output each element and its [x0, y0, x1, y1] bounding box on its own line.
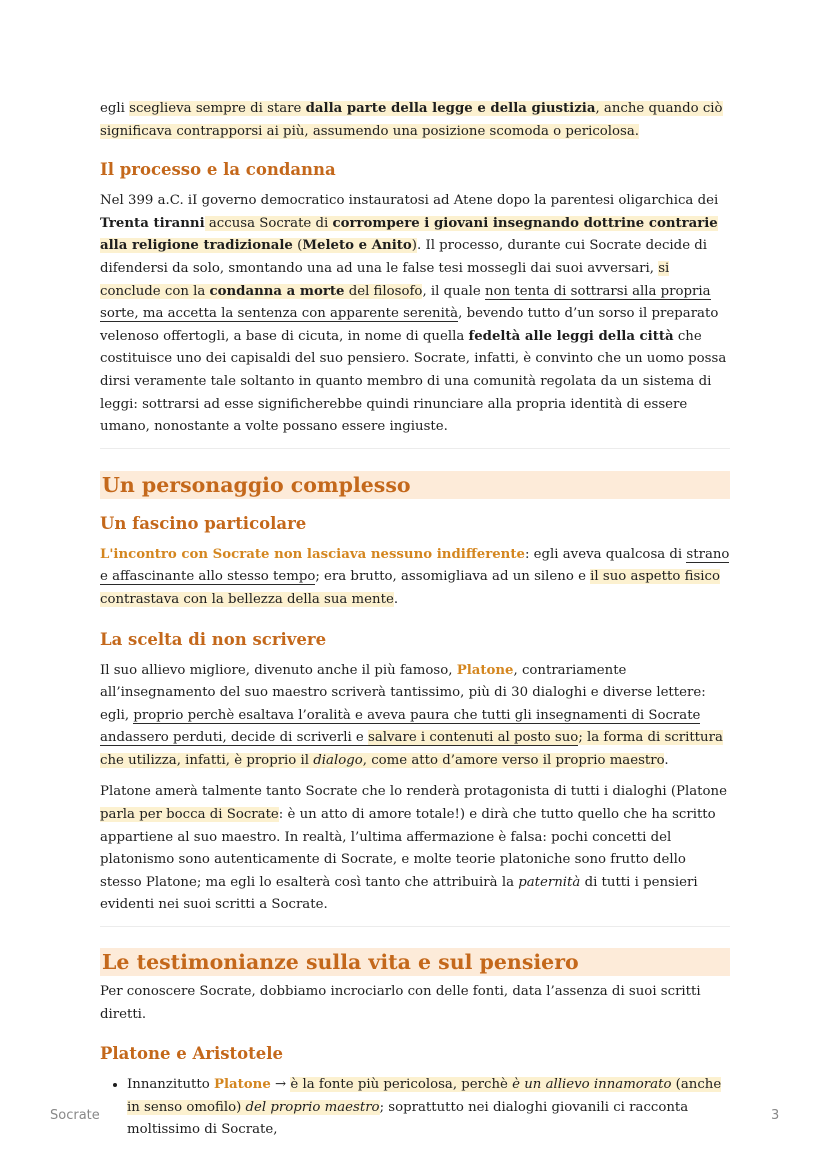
- sources-list: [100, 1074, 730, 1142]
- underline: proprio perchè esaltava l’oralità e aveva paura che tutti gli insegnamenti di Socrate andassero perduti, decide di scriverli e salvare i contenuti al posto suo: [100, 707, 701, 746]
- heading-personaggio: Un personaggio complesso: [100, 471, 730, 499]
- highlight: parla per bocca di Socrate: [100, 807, 279, 823]
- underline: non tenta di sottrarsi alla propria sorte, ma accetta la sentenza con apparente serenità: [100, 283, 711, 322]
- paragraph-processo: Nel 399 a.C. iI governo democratico instauratosi ad Atene dopo la parentesi oligarchica dei Trenta tiranni accusa Socrate di corrompere i giovani insegnando dottrine contrarie alla religione tradizionale (Meleto e Anito). Il processo, durante cui Socrate decide di difendersi da solo, smontando una ad una le false tesi mossegli dai suoi avversari, si conclude con la condanna a morte del filosofo, il quale non tenta di sottrarsi alla propria sorte, ma accetta la sentenza con apparente serenità, bevendo tutto d’un sorso il preparato velenoso offertogli, a base di cicuta, in nome di quella fedeltà alle leggi della città che costituisce uno dei capisaldi del suo pensiero. Socrate, infatti, è convinto che un uomo possa dirsi veramente tale soltanto in quanto membro di una comunità regolata da un sistema di leggi: sottrarsi ad esse significherebbe quindi rinunciare alla propria identità di essere umano, nonostante a volte possano essere ingiuste.: [100, 193, 727, 435]
- highlight: è la fonte più pericolosa, perchè è un allievo innamorato (anche in senso omofilo) del proprio maestro: [127, 1077, 722, 1115]
- divider: [100, 926, 730, 927]
- heading-platone-aristotele: Platone e Aristotele: [100, 1044, 284, 1064]
- paragraph-scelta: Il suo allievo migliore, divenuto anche il più famoso, Platone, contrariamente all’insegnamento del suo maestro scriverà tantissimo, più di 30 dialoghi e diverse lettere: egli, proprio perchè esaltava l’oralità e aveva paura che tutti gli insegnamenti di Socrate andassero perduti, decide di scriverli e salvare i contenuti al posto suo; la forma di scrittura che utilizza, infatti, è proprio il dialogo, come atto d’amore verso il proprio maestro.: [100, 662, 723, 768]
- list-item: • Innanzitutto Platone → è la fonte più pericolosa, perchè è un allievo innamorato (anche in senso omofilo) del proprio maestro; soprattutto nei dialoghi giovanili ci racconta moltissimo di Socrate,: [127, 1074, 730, 1142]
- highlight: sceglieva sempre di stare dalla parte della legge e della giustizia, anche quando ciò significava contrapporsi ai più, assumendo una posizione scomoda o pericolosa.: [100, 101, 723, 139]
- paragraph-intro: egli sceglieva sempre di stare dalla parte della legge e della giustizia, anche quando ciò significava contrapporsi ai più, assumendo una posizione scomoda o pericolosa.: [100, 101, 723, 139]
- heading-processo: Il processo e la condanna: [100, 160, 336, 180]
- arrow-right-icon: →: [270, 1077, 291, 1093]
- highlight: ; la forma di scrittura che utilizza, infatti, è proprio il dialogo, come atto d’amore verso il proprio maestro: [100, 730, 723, 768]
- heading-testimonianze: Le testimonianze sulla vita e sul pensiero: [100, 948, 730, 976]
- divider: [100, 448, 730, 449]
- heading-scelta: La scelta di non scrivere: [100, 629, 327, 649]
- page-content: [100, 98, 730, 1142]
- highlight: si conclude con la condanna a morte del filosofo: [100, 260, 670, 299]
- paragraph-fascino: L'incontro con Socrate non lasciava nessuno indifferente: egli aveva qualcosa di strano e affascinante allo stesso tempo; era brutto, assomigliava ad un sileno e il suo aspetto fisico contrastava con la bellezza della sua mente.: [100, 546, 730, 607]
- footer-page-number: 3: [771, 1108, 780, 1123]
- footer-title: Socrate: [50, 1108, 100, 1123]
- paragraph-platone: Platone amerà talmente tanto Socrate che lo renderà protagonista di tutti i dialoghi (Platone parla per bocca di Socrate: è un atto di amore totale!) e dirà che tutto quello che ha scritto appartiene al suo maestro. In realtà, l’ultima affermazione è falsa: pochi concetti del platonismo sono autenticamente di Socrate, e molte teorie platoniche sono frutto dello stesso Platone; ma egli lo esalterà così tanto che attribuirà la paternità di tutti i pensieri evidenti nei suoi scritti a Socrate.: [100, 784, 727, 913]
- highlight: il suo aspetto fisico contrastava con la bellezza della sua mente: [100, 569, 720, 607]
- paragraph-fonti: Per conoscere Socrate, dobbiamo incrociarlo con delle fonti, data l’assenza di suoi scritti diretti.: [100, 984, 701, 1022]
- heading-fascino: Un fascino particolare: [100, 513, 307, 533]
- highlight: accusa Socrate di corrompere i giovani insegnando dottrine contrarie alla religione tradizionale (Meleto e Anito): [100, 215, 718, 254]
- underline: strano e affascinante allo stesso tempo: [100, 546, 730, 585]
